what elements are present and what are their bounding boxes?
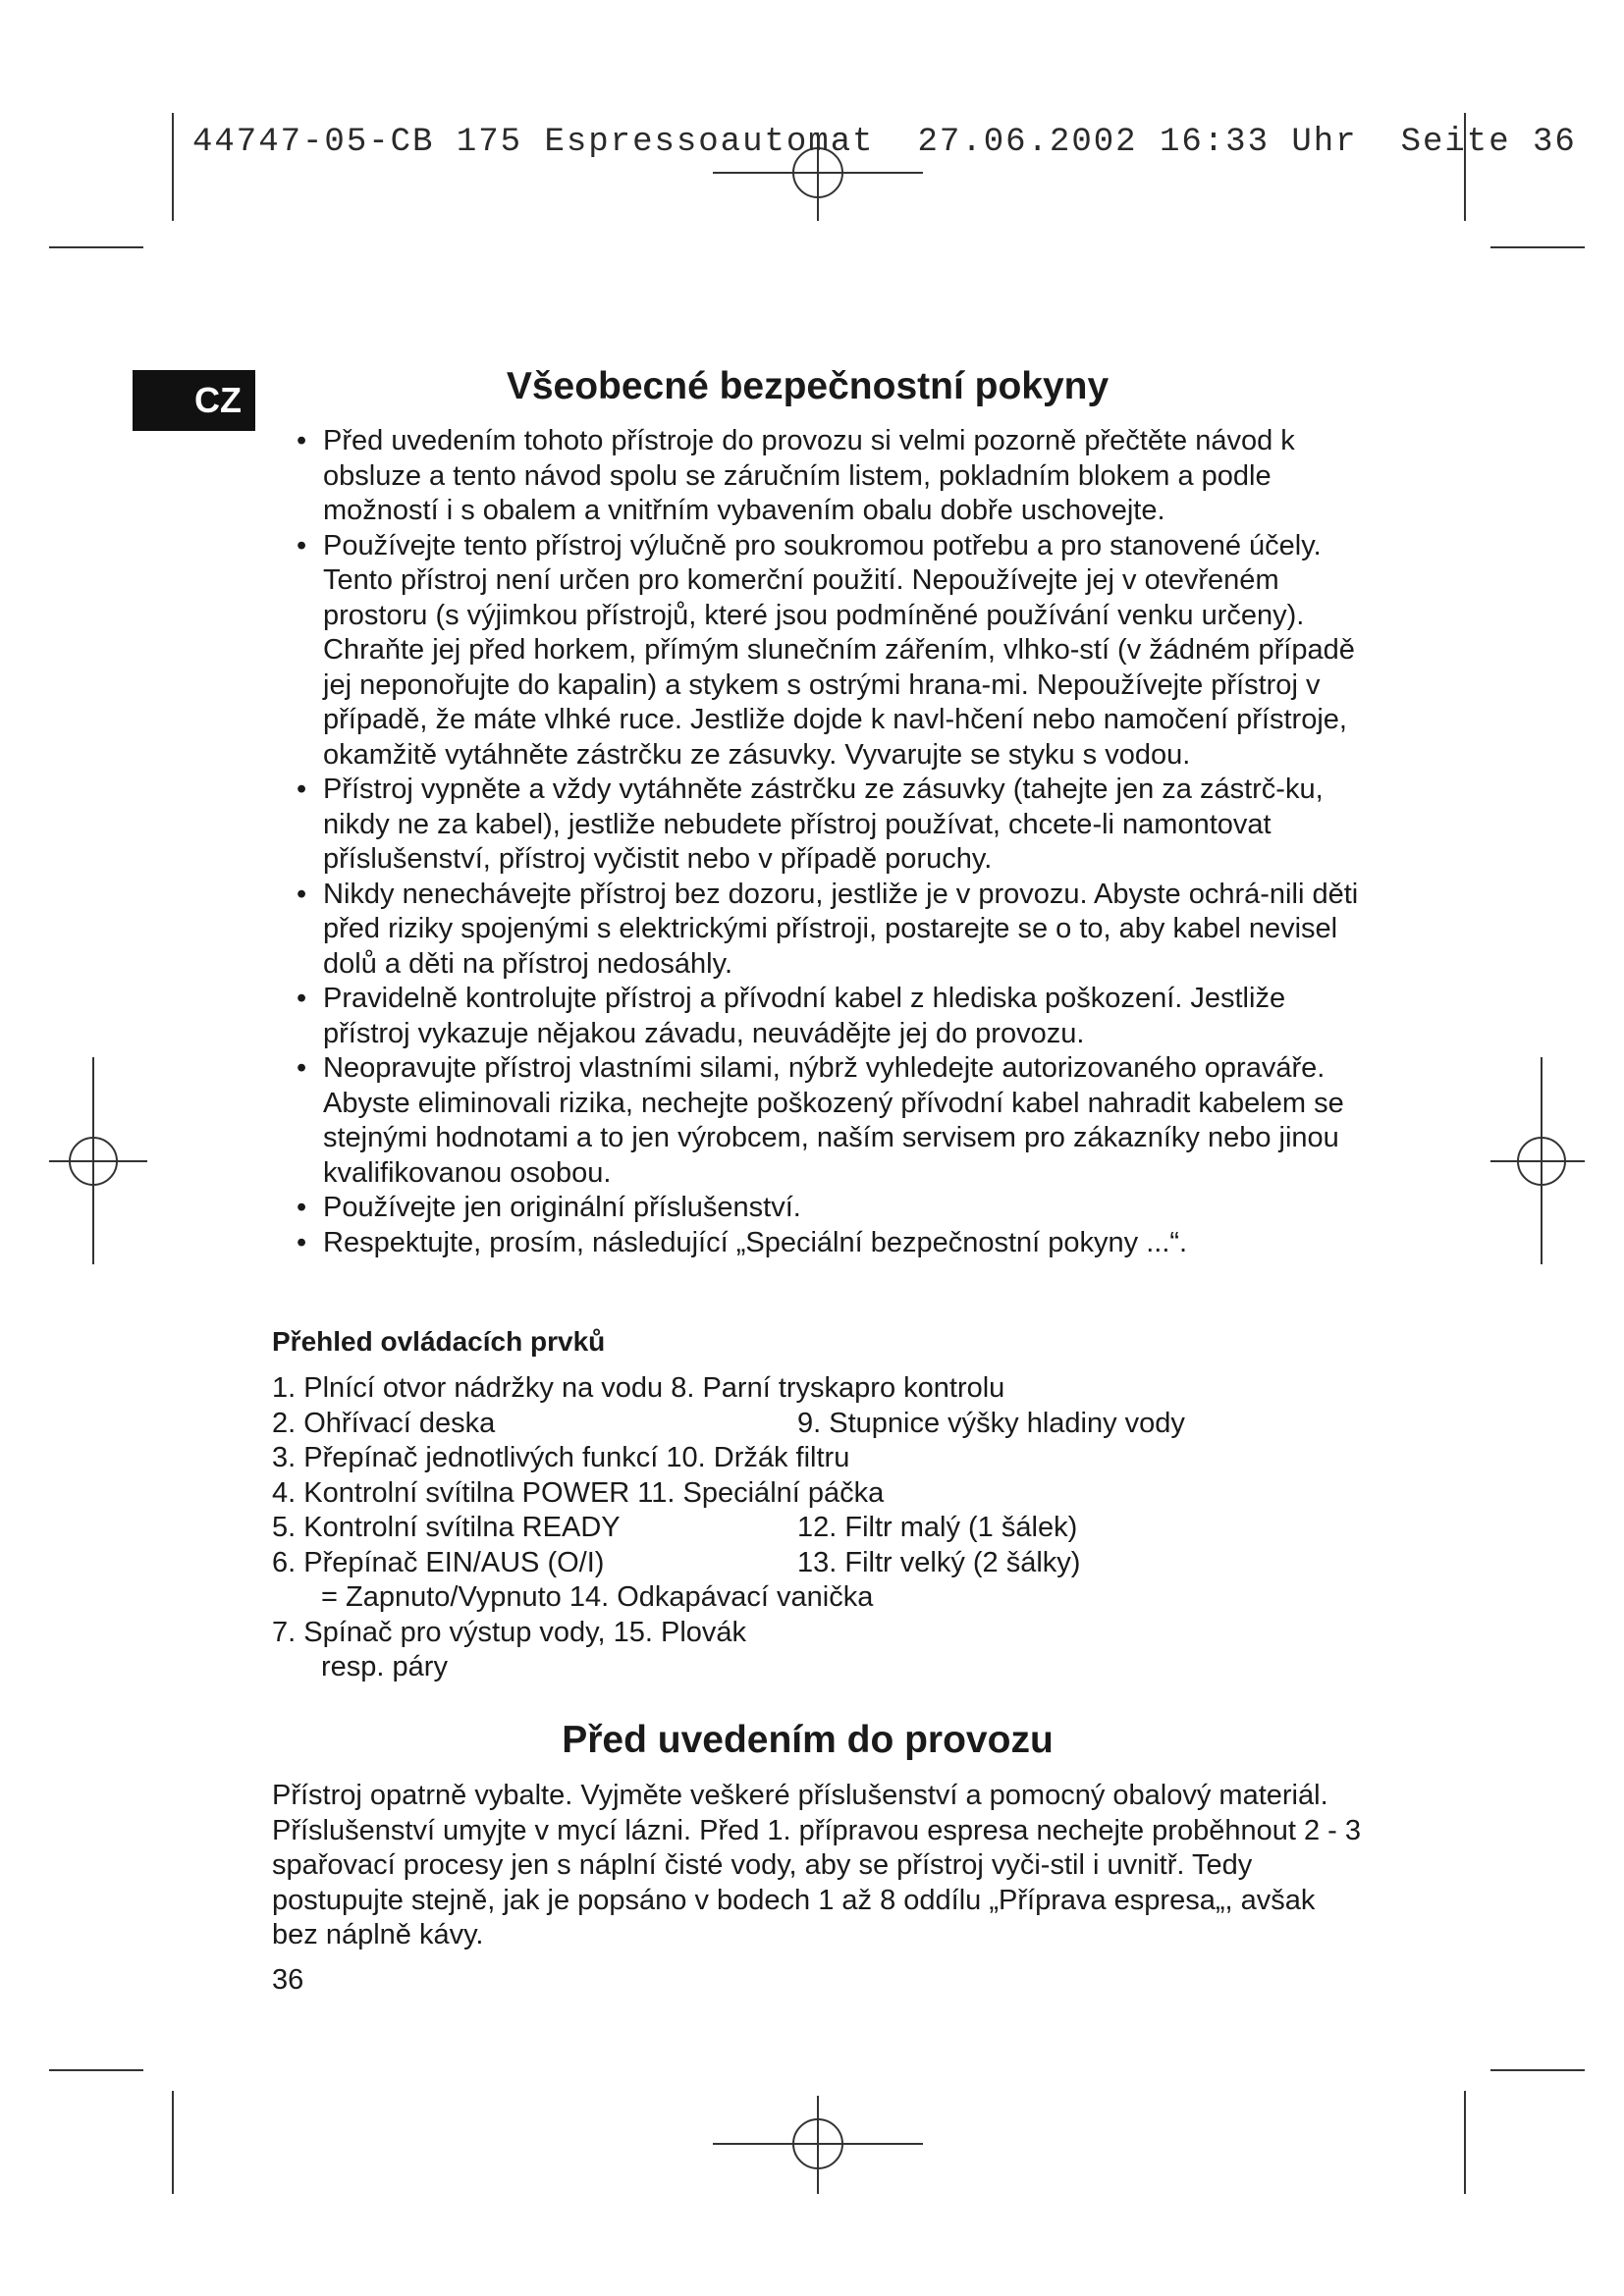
list-item: • Neopravujte přístroj vlastními silami, nýbrž vyhledejte autorizovaného opraváře. Abyste eliminovali rizika, nechejte poškozený přívodní kabel nahradit kabelem se stejnými hodnotami a to jen výrobcem, naším servisem pro zákazníky nebo jinou kvalifikovanou osobou. <box>297 1052 1344 1189</box>
print-header <box>192 124 1620 161</box>
list-item: • Před uvedením tohoto přístroje do provozu si velmi pozorně přečtěte návod k obsluze a tento návod spolu se záručním listem, pokladním blokem a podle možností i s obalem a vnitřním vybavením obalu dobře uschovejte. <box>297 425 1295 526</box>
controls-row: resp. páry <box>321 1651 448 1682</box>
controls-list <box>272 1371 1362 1685</box>
before-use-title: Před uvedením do provozu <box>562 1719 1054 1761</box>
controls-row: 2. Ohřívací deska 9. Stupnice výšky hladiny vody <box>272 1407 1185 1439</box>
controls-row: 6. Přepínač EIN/AUS (O/I) 13. Filtr velký (2 šálky) <box>272 1546 1081 1578</box>
controls-heading: Přehled ovládacích prvků <box>272 1326 606 1357</box>
list-item: • Přístroj vypněte a vždy vytáhněte zástrčku ze zásuvky (tahejte jen za zástrč-ku, nikdy ne za kabel), jestliže nebudete přístroj používat, chcete-li namontovat příslušenství, přístroj vyčistit nebo v případě poruchy. <box>297 774 1324 875</box>
bullet-icon: • <box>297 425 307 456</box>
list-item: • Používejte tento přístroj výlučně pro soukromou potřebu a pro stanovené účely. Tento přístroj není určen pro komerční použití. Nepoužívejte jej v otevřeném prostoru (s výjimkou přístrojů, které jsou podmíněné používání venku určeny). Chraňte jej před horkem, přímým slunečním zářením, vlhko-stí (v žádném případě jej neponořujte do kapalin) a stykem s ostrými hrana-mi. Nepoužívejte přístroj v případě, že máte vlhké ruce. Jestliže dojde k navl-hčení nebo namočení přístroje, okamžitě vytáhněte zástrčku ze zásuvky. Vyvarujte se styku s vodou. <box>297 529 1355 771</box>
bullet-icon: • <box>297 529 307 561</box>
registration-mark-left <box>49 1057 147 1264</box>
list-item: • Používejte jen originální příslušenství. <box>270 1191 1360 1226</box>
controls-row: 1. Plnící otvor nádržky na vodu 8. Parní tryskapro kontrolu <box>272 1372 1005 1404</box>
print-job: 44747-05-CB 175 Espressoautomat <box>192 124 875 161</box>
controls-row: 7. Spínač pro výstup vody, 15. Plovák <box>272 1616 747 1648</box>
bullet-icon: • <box>297 1192 307 1223</box>
page-number: 36 <box>272 1964 304 1996</box>
list-item: • Pravidelně kontrolujte přístroj a přívodní kabel z hlediska poškození. Jestliže přístroj vykazuje nějakou závadu, neuvádějte jej do provozu. <box>297 983 1286 1049</box>
controls-row: 4. Kontrolní svítilna POWER 11. Speciální páčka <box>272 1476 885 1509</box>
safety-title: Všeobecné bezpečnostní pokyny <box>506 365 1110 407</box>
list-item: • Nikdy nenechávejte přístroj bez dozoru, jestliže je v provozu. Abyste ochrá-nili děti před riziky spojenými s elektrickými přístroji, postarejte se o to, aby kabel nevisel dolů a děti na přístroj nedosáhly. <box>297 878 1359 980</box>
bullet-icon: • <box>297 774 307 805</box>
controls-row: 5. Kontrolní svítilna READY 12. Filtr malý (1 šálek) <box>272 1512 1078 1543</box>
controls-row: = Zapnuto/Vypnuto 14. Odkapávací vanička <box>321 1581 874 1613</box>
bullet-icon: • <box>297 1052 307 1084</box>
safety-list <box>270 424 1360 1260</box>
language-badge: CZ <box>133 370 255 431</box>
bullet-icon: • <box>297 878 307 910</box>
print-date-time: 27.06.2002 16:33 Uhr <box>917 124 1358 161</box>
controls-row: 3. Přepínač jednotlivých funkcí 10. Držák filtru <box>272 1442 850 1473</box>
registration-mark-right <box>1490 1057 1585 1264</box>
registration-mark-bottom <box>713 2096 923 2194</box>
print-page: Seite 36 <box>1400 124 1577 161</box>
list-item: • Respektujte, prosím, následující „Speciální bezpečnostní pokyny ...“. <box>270 1226 1360 1261</box>
bullet-icon: • <box>297 1226 307 1258</box>
before-use-text: Přístroj opatrně vybalte. Vyjměte veškeré příslušenství a pomocný obalový materiál. Příslušenství umyjte v mycí lázni. Před 1. přípravou espresa nechejte proběhnout 2 - 3 spařovací procesy jen s náplní čisté vody, aby se přístroj vyči-stil i uvnitř. Tedy postupujte stejně, jak je popsáno v bodech 1 až 8 oddílu „Příprava espresa„, avšak bez náplně kávy. <box>272 1780 1361 1950</box>
bullet-icon: • <box>297 983 307 1014</box>
